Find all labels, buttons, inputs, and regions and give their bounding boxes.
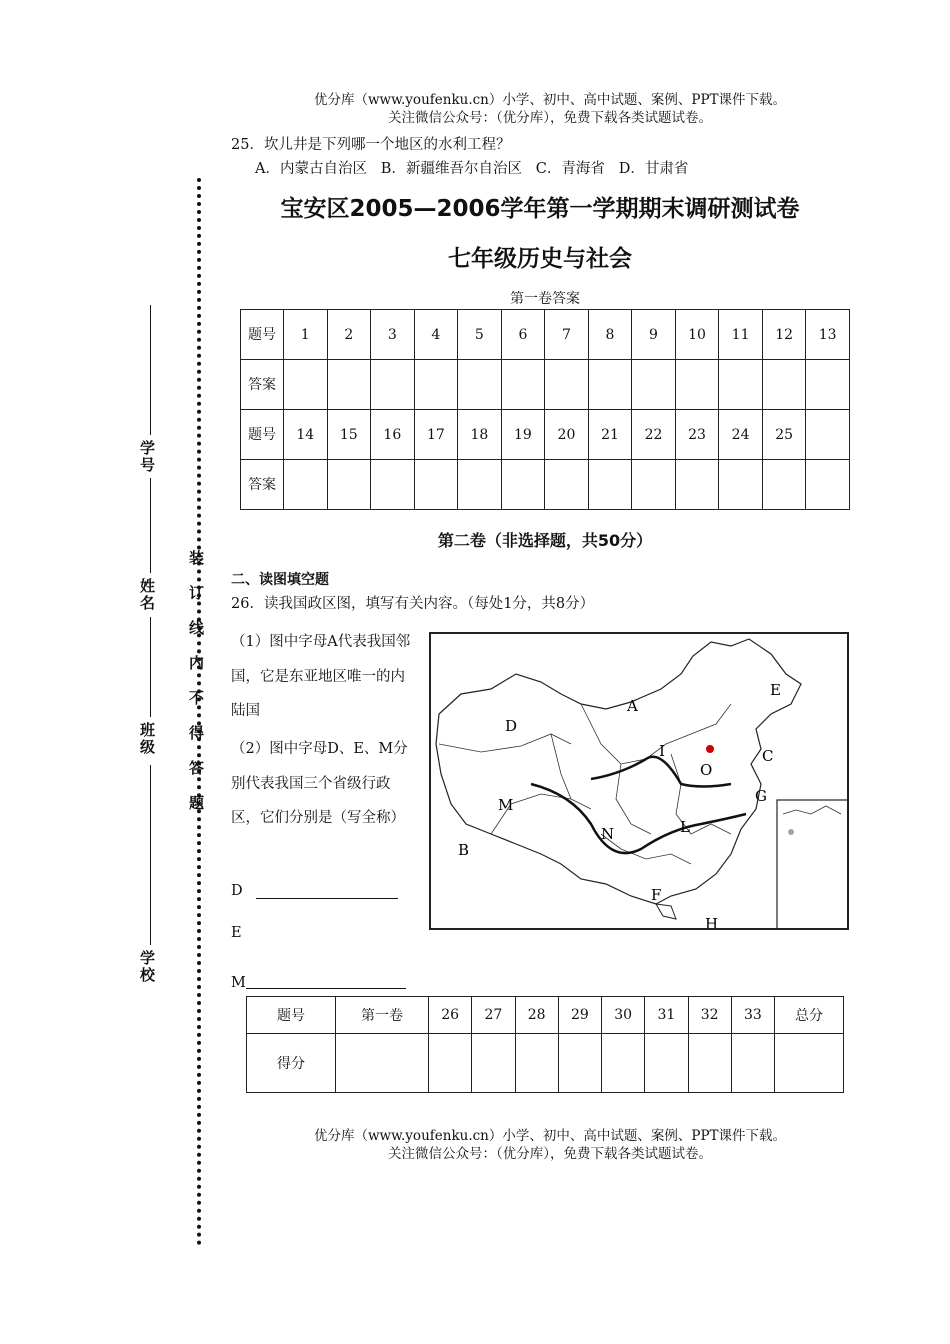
score-header: 26 — [429, 997, 472, 1034]
map-drawing — [431, 634, 849, 930]
cell: 5 — [458, 310, 502, 360]
answer-cell[interactable] — [762, 460, 806, 510]
map-label-f: F — [651, 886, 662, 904]
answer-cell[interactable] — [284, 360, 328, 410]
cell: 9 — [632, 310, 676, 360]
section-heading: 二、读图填空题 — [231, 572, 329, 588]
map-label-o: O — [700, 761, 713, 779]
label-banji: 班级 — [138, 722, 156, 756]
q25-stem: 25．坎儿井是下列哪一个地区的水利工程？ — [231, 137, 511, 153]
score-header-row — [247, 997, 844, 1034]
score-row-label: 得分 — [247, 1034, 336, 1093]
answer-table-row — [241, 460, 850, 510]
answer-cell[interactable] — [501, 360, 545, 410]
cell — [806, 410, 850, 460]
row-label: 题号 — [241, 410, 284, 460]
label-xingming: 姓名 — [138, 578, 156, 612]
answer-table-row — [241, 310, 850, 360]
answer-cell[interactable] — [501, 460, 545, 510]
answer-cell[interactable] — [327, 360, 371, 410]
map-label-d: D — [505, 717, 518, 735]
cell: 21 — [588, 410, 632, 460]
label-xuexiao: 学校 — [138, 950, 156, 984]
score-cell[interactable] — [775, 1034, 844, 1093]
line-xingming[interactable] — [150, 478, 151, 573]
cell: 3 — [371, 310, 415, 360]
map-label-m: M — [498, 796, 514, 814]
map-label-b: B — [458, 841, 470, 859]
cell: 11 — [719, 310, 763, 360]
answer-cell[interactable] — [719, 360, 763, 410]
score-cell[interactable] — [515, 1034, 558, 1093]
cell: 19 — [501, 410, 545, 460]
score-header: 28 — [515, 997, 558, 1034]
footer-line-1: 优分库（www.youfenku.cn）小学、初中、高中试题、案例、PPT课件下载。 — [313, 1128, 787, 1144]
answer-cell[interactable] — [762, 360, 806, 410]
answer-cell[interactable] — [327, 460, 371, 510]
score-cell[interactable] — [429, 1034, 472, 1093]
answer-line-d[interactable] — [256, 898, 398, 899]
answer-cell[interactable] — [719, 460, 763, 510]
answer-cell[interactable] — [806, 460, 850, 510]
answer-table-row — [241, 410, 850, 460]
cell: 12 — [762, 310, 806, 360]
score-header: 33 — [731, 997, 774, 1034]
label-xuehao: 学号 — [138, 440, 156, 474]
score-cell[interactable] — [472, 1034, 515, 1093]
answer-cell[interactable] — [284, 460, 328, 510]
cell: 6 — [501, 310, 545, 360]
score-header: 27 — [472, 997, 515, 1034]
label-m: M — [231, 975, 246, 991]
page-subtitle: 七年级历史与社会 — [448, 246, 632, 272]
header-line-1: 优分库（www.youfenku.cn）小学、初中、高中试题、案例、PPT课件下载。 — [313, 92, 787, 108]
score-header: 29 — [558, 997, 601, 1034]
cell: 23 — [675, 410, 719, 460]
binding-notice: 装订线内不得答题 — [187, 550, 205, 830]
score-cell[interactable] — [688, 1034, 731, 1093]
cell: 24 — [719, 410, 763, 460]
answer-cell[interactable] — [545, 460, 589, 510]
row-label: 答案 — [241, 360, 284, 410]
map-label-e: E — [770, 681, 781, 699]
q26-stem: 26．读我国政区图，填写有关内容。（每处1分，共8分） — [231, 596, 595, 612]
part2-heading: 第二卷（非选择题，共50分） — [437, 531, 653, 550]
answer-cell[interactable] — [806, 360, 850, 410]
q26-part1: （1）图中字母A代表我国邻国，它是东亚地区唯一的内陆国 — [231, 634, 411, 719]
cell: 14 — [284, 410, 328, 460]
cell: 18 — [458, 410, 502, 460]
line-xuehao[interactable] — [150, 305, 151, 435]
page-title: 宝安区2005—2006学年第一学期期末调研测试卷 — [280, 196, 800, 222]
answer-cell[interactable] — [632, 460, 676, 510]
score-header: 30 — [602, 997, 645, 1034]
cell: 1 — [284, 310, 328, 360]
score-header: 31 — [645, 997, 688, 1034]
answer-cell[interactable] — [458, 360, 502, 410]
score-cell[interactable] — [645, 1034, 688, 1093]
answer-cell[interactable] — [414, 360, 458, 410]
cell: 22 — [632, 410, 676, 460]
cell: 2 — [327, 310, 371, 360]
answer-cell[interactable] — [414, 460, 458, 510]
cell: 25 — [762, 410, 806, 460]
answer-cell[interactable] — [675, 360, 719, 410]
score-header: 32 — [688, 997, 731, 1034]
cell: 17 — [414, 410, 458, 460]
score-cell[interactable] — [336, 1034, 429, 1093]
answer-cell[interactable] — [371, 360, 415, 410]
score-header: 第一卷 — [336, 997, 429, 1034]
row-label: 答案 — [241, 460, 284, 510]
score-table — [246, 996, 844, 1093]
score-value-row — [247, 1034, 844, 1093]
q26-part2: （2）图中字母D、E、M分别代表我国三个省级行政区，它们分别是（写全称） — [231, 741, 408, 826]
line-xuexiao[interactable] — [150, 765, 151, 945]
map-label-i: I — [659, 742, 665, 760]
map-label-h: H — [705, 915, 719, 930]
score-cell[interactable] — [731, 1034, 774, 1093]
score-cell[interactable] — [558, 1034, 601, 1093]
cell: 13 — [806, 310, 850, 360]
q25-options: A．内蒙古自治区 B．新疆维吾尔自治区 C．青海省 D．甘肃省 — [255, 161, 689, 177]
map-label-c: C — [762, 747, 774, 765]
score-header: 总分 — [775, 997, 844, 1034]
answer-cell[interactable] — [588, 460, 632, 510]
cell: 4 — [414, 310, 458, 360]
score-header: 题号 — [247, 997, 336, 1034]
cell: 20 — [545, 410, 589, 460]
map-label-g: G — [755, 787, 767, 805]
cell: 10 — [675, 310, 719, 360]
answer-cell[interactable] — [588, 360, 632, 410]
answer-cell[interactable] — [371, 460, 415, 510]
cell: 16 — [371, 410, 415, 460]
answer-table-caption: 第一卷答案 — [510, 291, 580, 307]
china-map — [429, 632, 849, 930]
answer-cell[interactable] — [632, 360, 676, 410]
cell: 15 — [327, 410, 371, 460]
line-banji[interactable] — [150, 617, 151, 717]
answer-cell[interactable] — [545, 360, 589, 410]
cell: 8 — [588, 310, 632, 360]
header-line-2: 关注微信公众号：（优分库），免费下载各类试题试卷。 — [388, 110, 712, 126]
answer-table-row — [241, 360, 850, 410]
row-label: 题号 — [241, 310, 284, 360]
map-label-n: N — [601, 825, 615, 843]
cell: 7 — [545, 310, 589, 360]
answer-cell[interactable] — [458, 460, 502, 510]
map-label-a: A — [627, 697, 638, 715]
label-e: E — [231, 925, 242, 941]
answer-cell[interactable] — [675, 460, 719, 510]
answer-table — [240, 309, 850, 510]
footer-line-2: 关注微信公众号：（优分库），免费下载各类试题试卷。 — [388, 1146, 712, 1162]
score-cell[interactable] — [602, 1034, 645, 1093]
answer-line-m[interactable] — [246, 988, 406, 989]
label-d: D — [231, 883, 243, 899]
map-label-l: L — [680, 818, 690, 836]
